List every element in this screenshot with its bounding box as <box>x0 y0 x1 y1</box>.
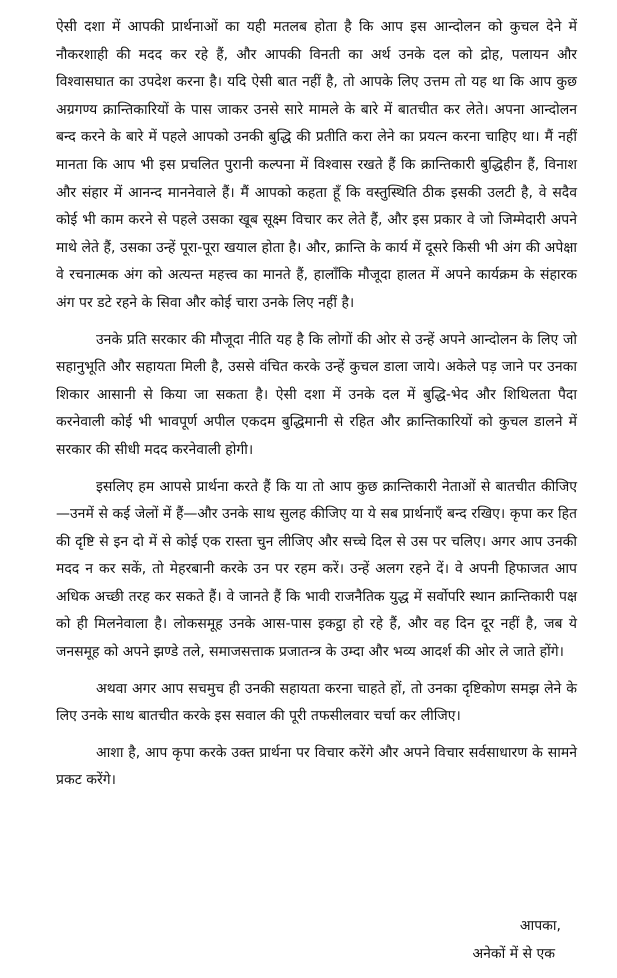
closing-signature: अनेकों में से एक <box>472 946 555 962</box>
paragraph-2: उनके प्रति सरकार की मौजूदा नीति यह है कि लोगों की ओर से उन्हें अपने आन्दोलन के लिए जो सहानुभूति और सहायता मिली है, उससे वंचित करके उन्हें कुचल डाला जाये। अकेले पड़ जाने पर उनका शिकार आसानी से किया जा सकता है। ऐसी दशा में उनके दल में बुद्धि-भेद और शिथिलता पैदा करनेवाली कोई भी भावपूर्ण अपील एकदम बुद्धिमानी से रहित और क्रान्तिकारियों को कुचल डालने में सरकार की सीधी मदद करनेवाली होगी। <box>56 331 577 458</box>
paragraph-1: ऐसी दशा में आपकी प्रार्थनाओं का यही मतलब होता है कि आप इस आन्दोलन को कुचल देने में नौकरशाही की मदद कर रहे हैं, और आपकी विनती का अर्थ उनके दल को द्रोह, पलायन और विश्वासघात का उपदेश करना है। यदि ऐसी बात नहीं है, तो आपके लिए उत्तम तो यह था कि आप कुछ अग्रगण्य क्रान्तिकारियों के पास जाकर उनसे सारे मामले के बारे में बातचीत कर लेते। अपना आन्दोलन बन्द करने के बारे में पहले आपको उनकी बुद्धि की प्रतीति करा लेने का प्रयत्न करना चाहिए था। मैं नहीं मानता कि आप भी इस प्रचलित पुरानी कल्पना में विश्वास रखते हैं कि क्रान्तिकारी बुद्धिहीन हैं, विनाश और संहार में आनन्द माननेवाले हैं। मैं आपको कहता हूँ कि वस्तुस्थिति ठीक इसकी उलटी है, वे सदैव कोई भी काम करने से पहले उसका खूब सूक्ष्म विचार कर लेते हैं, और इस प्रकार वे जो जिम्मेदारी अपने माथे लेते हैं, उसका उन्हें पूरा-पूरा खयाल होता है। और, क्रान्ति के कार्य में दूसरे किसी भी अंग की अपेक्षा वे रचनात्मक अंग को अत्यन्त महत्त्व का मानते हैं, हालाँकि मौजूदा हालत में अपने कार्यक्रम के संहारक अंग पर डटे रहने के सिवा और कोई चारा उनके लिए नहीं है। <box>56 19 577 311</box>
closing-salutation: आपका, <box>519 918 561 934</box>
paragraph-4: अथवा अगर आप सचमुच ही उनकी सहायता करना चाहते हों, तो उनका दृष्टिकोण समझ लेने के लिए उनके साथ बातचीत करके इस सवाल की पूरी तफसीलवार चर्चा कर लीजिए। <box>56 680 577 725</box>
paragraph-5: आशा है, आप कृपा करके उक्त प्रार्थना पर विचार करेंगे और अपने विचार सर्वसाधारण के सामने प्रकट करेंगे। <box>56 744 577 789</box>
paragraph-3: इसलिए हम आपसे प्रार्थना करते हैं कि या तो आप कुछ क्रान्तिकारी नेताओं से बातचीत कीजिए—उनमें से कई जेलों में हैं—और उनके साथ सुलह कीजिए या ये सब प्रार्थनाएँ बन्द रखिए। कृपा कर हित की दृष्टि से इन दो में से कोई एक रास्ता चुन लीजिए और सच्चे दिल से उस पर चलिए। अगर आप उनकी मदद न कर सकें, तो मेहरबानी करके उन पर रहम करें। उन्हें अलग रहने दें। वे अपनी हिफाजत आप अधिक अच्छी तरह कर सकते हैं। वे जानते हैं कि भावी राजनैतिक युद्ध में सर्वोपरि स्थान क्रान्तिकारी पक्ष को ही मिलनेवाला है। लोकसमूह उनके आस-पास इकट्ठा हो रहे हैं, और वह दिन दूर नहीं है, जब ये जनसमूह को अपने झण्डे तले, समाजसत्ताक प्रजातन्त्र के उम्दा और भव्य आदर्श की ओर ले जाते होंगे। <box>56 478 577 661</box>
